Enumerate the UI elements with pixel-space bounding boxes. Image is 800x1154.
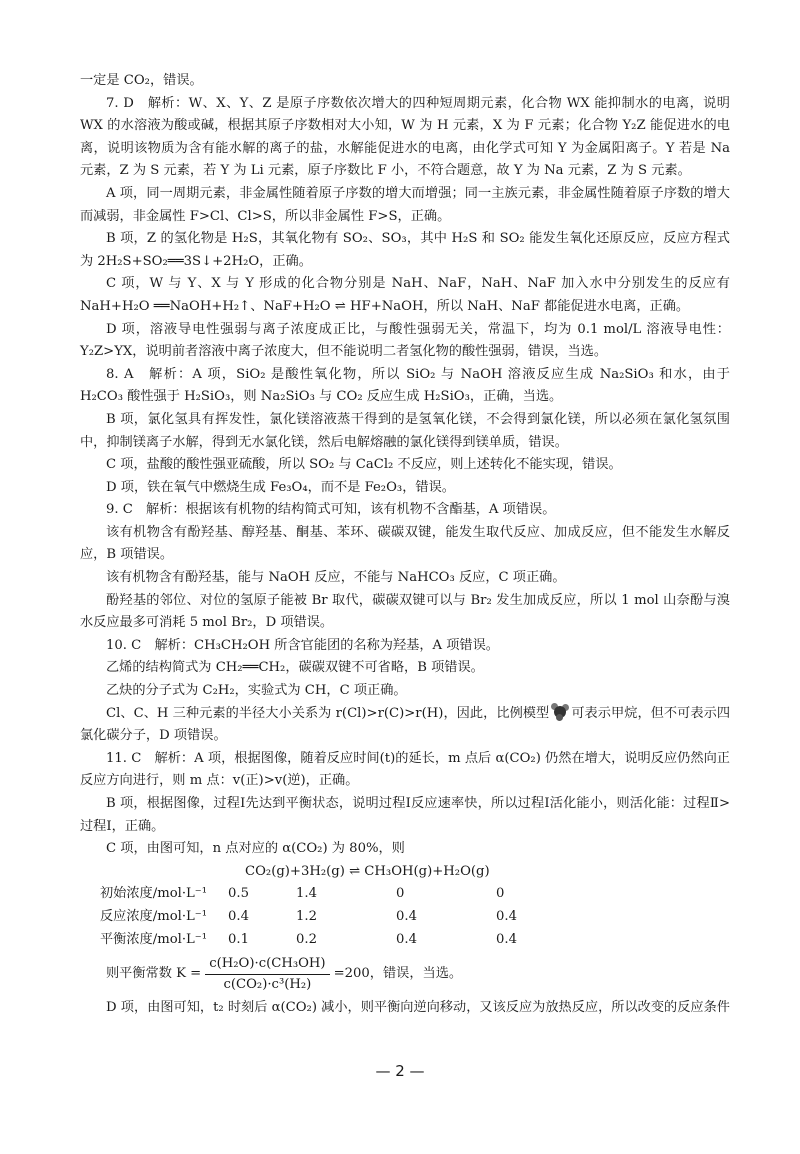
paragraph: D 项，由图可知，t₂ 时刻后 α(CO₂) 减小，则平衡向逆向移动，又该反应为放热反应，所以改变的反应条件	[106, 1000, 730, 1016]
paragraph: 酚羟基的邻位、对位的氢原子能被 Br 取代，碳碳双键可以与 Br₂ 发生加成反应，所以 1 mol 山奈酚与溴水反应最多可消耗 5 mol Br₂，D 项错误。	[80, 592, 730, 631]
cell: 0.5	[228, 886, 249, 902]
cell: 0.4	[228, 908, 249, 924]
paragraph-ball-model	[80, 703, 730, 748]
cell: 1.4	[296, 886, 317, 902]
paragraph-q10: 10. C 解析：CH₃CH₂OH 所含官能团的名称为羟基，A 项错误。	[106, 637, 499, 653]
paragraph-q9: 9. C 解析：根据该有机物的结构简式可知，该有机物不含酯基，A 项错误。	[106, 502, 556, 518]
k-fraction	[205, 955, 329, 994]
paragraph: B 项，氯化氢具有挥发性，氯化镁溶液蒸干得到的是氢氧化镁，不会得到氯化镁，所以必须在氯化氢氛围中，抑制镁离子水解，得到无水氯化镁，然后电解熔融的氯化镁得到镁单质，错误。	[80, 411, 730, 450]
equilibrium-constant	[80, 951, 730, 997]
methane-ball-model-icon	[551, 703, 569, 721]
cell: 1.2	[296, 908, 317, 924]
cell: 0.4	[496, 931, 517, 947]
k-prefix: 则平衡常数 K =	[106, 965, 202, 981]
cell: 0.2	[296, 931, 317, 947]
page-number: — 2 —	[375, 1062, 425, 1080]
document-body	[80, 70, 730, 1020]
paragraph: 乙烯的结构简式为 CH₂══CH₂，碳碳双键不可省略，B 项错误。	[106, 660, 484, 676]
table-row	[100, 929, 564, 952]
paragraph: C 项，W 与 Y、X 与 Y 形成的化合物分别是 NaH、NaF，NaH、NaF 加入水中分别发生的反应有 NaH+H₂O ══NaOH+H₂↑、NaF+H₂O ⇌ HF+NaOH，所以 NaH、NaF 都能促进水电离，正确。	[80, 276, 730, 314]
k-result: =200，错误，当选。	[333, 965, 463, 981]
text: 可表示甲烷，但不可表示四氯化碳分子，D 项错误。	[80, 705, 731, 744]
cell: 0.4	[496, 908, 517, 924]
row-label: 平衡浓度/mol·L⁻¹	[100, 931, 208, 947]
reaction-equation: CO₂(g)+3H₂(g) ⇌ CH₃OH(g)+H₂O(g)	[245, 863, 490, 879]
text: Cl、C、H 三种元素的半径大小关系为 r(Cl)>r(C)>r(H)，因此，比例模型	[106, 705, 550, 721]
paragraph: C 项，由图可知，n 点对应的 α(CO₂) 为 80%，则	[106, 841, 405, 857]
row-label: 反应浓度/mol·L⁻¹	[100, 908, 208, 924]
paragraph: C 项，盐酸的酸性强亚硫酸，所以 SO₂ 与 CaCl₂ 不反应，则上述转化不能实现，错误。	[106, 457, 622, 473]
paragraph: A 项，同一周期元素，非金属性随着原子序数的增大而增强；同一主族元素，非金属性随着原子序数的增大而减弱，非金属性 F>Cl、Cl>S，所以非金属性 F>S，正确。	[80, 185, 730, 224]
cell: 0	[396, 886, 405, 902]
paragraph: D 项，铁在氧气中燃烧生成 Fe₃O₄，而不是 Fe₂O₃，错误。	[106, 479, 455, 495]
paragraph-q11: 11. C 解析：A 项，根据图像，随着反应时间(t)的延长，m 点后 α(CO₂) 仍然在增大，说明反应仍然向正反应方向进行，则 m 点：v(正)>v(逆)，正确。	[80, 750, 730, 789]
concentration-table	[100, 883, 564, 951]
cell: 0.4	[396, 931, 417, 947]
table-row	[100, 906, 564, 929]
row-label: 初始浓度/mol·L⁻¹	[100, 886, 208, 902]
cell: 0.1	[228, 931, 249, 947]
cell: 0	[496, 886, 505, 902]
paragraph: 该有机物含有酚羟基，能与 NaOH 反应，不能与 NaHCO₃ 反应，C 项正确。	[106, 570, 566, 586]
k-numerator: c(H₂O)·c(CH₃OH)	[205, 955, 329, 975]
paragraph: 乙炔的分子式为 C₂H₂，实验式为 CH，C 项正确。	[106, 683, 407, 699]
paragraph: 该有机物含有酚羟基、醇羟基、酮基、苯环、碳碳双键，能发生取代反应、加成反应，但不能发生水解反应，B 项错误。	[80, 524, 730, 563]
paragraph-q8: 8. A 解析：A 项，SiO₂ 是酸性氧化物，所以 SiO₂ 与 NaOH 溶液反应生成 Na₂SiO₃ 和水，由于 H₂CO₃ 酸性强于 H₂SiO₃，则 Na₂SiO₃ 与 CO₂ 反应生成 H₂SiO₃，正确，当选。	[80, 366, 730, 405]
table-row	[100, 883, 564, 906]
paragraph: B 项，根据图像，过程Ⅰ先达到平衡状态，说明过程Ⅰ反应速率快，所以过程Ⅰ活化能小，则活化能：过程Ⅱ>过程Ⅰ，正确。	[80, 796, 730, 834]
paragraph: D 项，溶液导电性强弱与离子浓度成正比，与酸性强弱无关，常温下，均为 0.1 mol/L 溶液导电性：Y₂Z>YX，说明前者溶液中离子浓度大，但不能说明二者氢化物的酸性强弱，错误，当选。	[80, 321, 730, 360]
k-denominator: c(CO₂)·c³(H₂)	[223, 976, 312, 992]
paragraph-q7: 7. D 解析：W、X、Y、Z 是原子序数依次增大的四种短周期元素，化合物 WX 能抑制水的电离，说明 WX 的水溶液为酸或碱，根据其原子序数相对大小知，W 为 H 元素，X 为 F 元素；化合物 Y₂Z 能促进水的电离，说明该物质为含有能水解的离子的盐，水解能促进水的电离，由化学式可知 Y 为金属阳离子。Y 若是 Na 元素，Z 为 S 元素，若 Y 为 Li 元素，原子序数比 F 小，不符合题意，故 Y 为 Na 元素，Z 为 S 元素。	[80, 95, 730, 179]
paragraph: 一定是 CO₂，错误。	[80, 73, 203, 88]
cell: 0.4	[396, 908, 417, 924]
paragraph: B 项，Z 的氢化物是 H₂S，其氧化物有 SO₂、SO₃，其中 H₂S 和 SO₂ 能发生氧化还原反应，反应方程式为 2H₂S+SO₂══3S↓+2H₂O，正确。	[80, 231, 730, 269]
